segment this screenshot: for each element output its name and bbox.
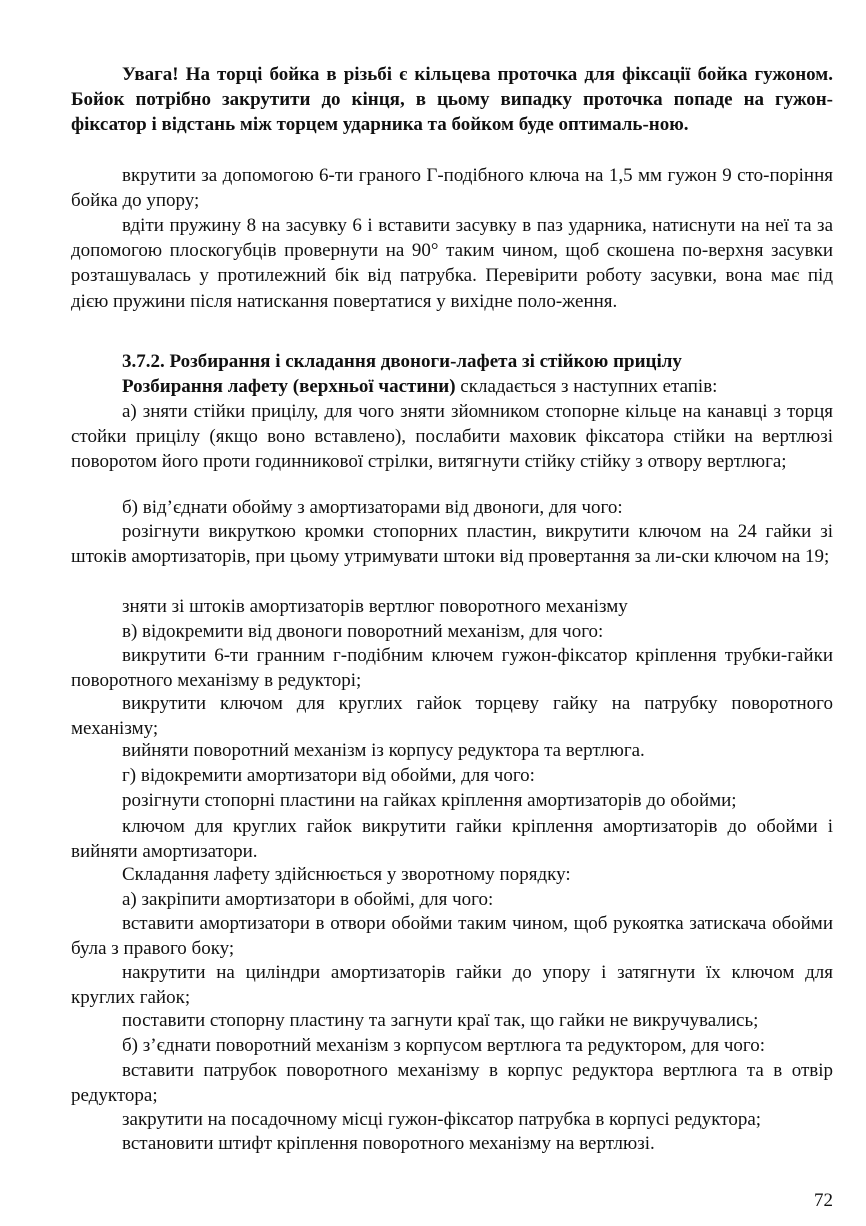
- list-item: вийняти поворотний механізм із корпусу редуктора та вертлюга.: [122, 740, 645, 761]
- intro-bold-text: Розбирання лафету (верхньої частини): [122, 376, 456, 397]
- list-item: б) від’єднати обойму з амортизаторами від двоноги, для чого:: [122, 497, 623, 518]
- paragraph-gujon: вкрутити за допомогою 6-ти граного Г-подібного ключа на 1,5 мм гужон 9 сто-поріння бойка до упору;: [71, 165, 833, 212]
- list-item: закрутити на посадочному місці гужон-фіксатор патрубка в корпусі редуктора;: [122, 1109, 762, 1130]
- list-item: а) закріпити амортизатори в обоймі, для чого:: [122, 889, 494, 910]
- list-item: поставити стопорну пластину та загнути краї так, що гайки не викручувались;: [122, 1010, 759, 1031]
- list-item: встановити штифт кріплення поворотного механізму на вертлюзі.: [122, 1133, 655, 1154]
- list-item: зняти зі штоків амортизаторів вертлюг поворотного механізму: [122, 596, 628, 617]
- list-item: ключом для круглих гайок викрутити гайки кріплення амортизаторів до обойми і вийняти амортизатори.: [71, 816, 833, 863]
- list-item: г) відокремити амортизатори від обойми, для чого:: [122, 765, 535, 786]
- list-item: викрутити ключом для круглих гайок торцеву гайку на патрубку поворотного механізму;: [71, 693, 833, 740]
- list-item: накрутити на циліндри амортизаторів гайки до упору і затягнути їх ключом для круглих гайок;: [71, 962, 833, 1009]
- intro-paragraph: [71, 374, 833, 399]
- list-item: вставити патрубок поворотного механізму в корпус редуктора вертлюга та в отвір редуктора;: [71, 1060, 833, 1107]
- page-number: 72: [814, 1190, 833, 1211]
- warning-paragraph: Увага! На торці бойка в різьбі є кільцева проточка для фіксації бойка гужоном. Бойок потрібно закрутити до кінця, в цьому випадку проточка попаде на гужон-фіксатор і відстань між торцем ударника та бойком буде оптималь-ною.: [71, 64, 833, 136]
- list-item: розігнути викруткою кромки стопорних пластин, викрутити ключом на 24 гайки зі штоків амортизаторів, при цьому утримувати штоки від провертання за ли-ски ключом на 19;: [71, 521, 833, 568]
- intro-rest-text: складається з наступних етапів:: [455, 376, 718, 397]
- list-item: вставити амортизатори в отвори обойми таким чином, щоб рукоятка затискача обойми була з правого боку;: [71, 913, 833, 960]
- list-item: викрутити 6-ти гранним г-подібним ключем гужон-фіксатор кріплення трубки-гайки поворотного механізму в редукторі;: [71, 645, 833, 692]
- list-item: розігнути стопорні пластини на гайках кріплення амортизаторів до обойми;: [122, 790, 737, 811]
- list-item: б) з’єднати поворотний механізм з корпусом вертлюга та редуктором, для чого:: [122, 1035, 766, 1056]
- paragraph-spring: вдіти пружину 8 на засувку 6 і вставити засувку в паз ударника, натиснути на неї та за допомогою плоскогубців провернути на 90° таким чином, щоб скошена по-верхня засувки розташувалась у протилежний бік від патрубка. Перевірити роботу засувки, вона має під дією пружини після натискання повертатися у вихідне поло-ження.: [71, 215, 833, 312]
- list-item: в) відокремити від двоноги поворотний механізм, для чого:: [122, 621, 604, 642]
- list-item: Складання лафету здійснюється у зворотному порядку:: [122, 864, 571, 885]
- section-heading: 3.7.2. Розбирання і складання двоноги-лафета зі стійкою прицілу: [122, 351, 682, 372]
- list-item: а) зняти стійки прицілу, для чого зняти зйомником стопорне кільце на канавці з торця стойки прицілу (якщо воно вставлено), послабити маховик фіксатора стійки на вертлюзі поворотом його проти годинникової стрілки, витягнути стійку стійку з отвору вертлюга;: [71, 401, 833, 473]
